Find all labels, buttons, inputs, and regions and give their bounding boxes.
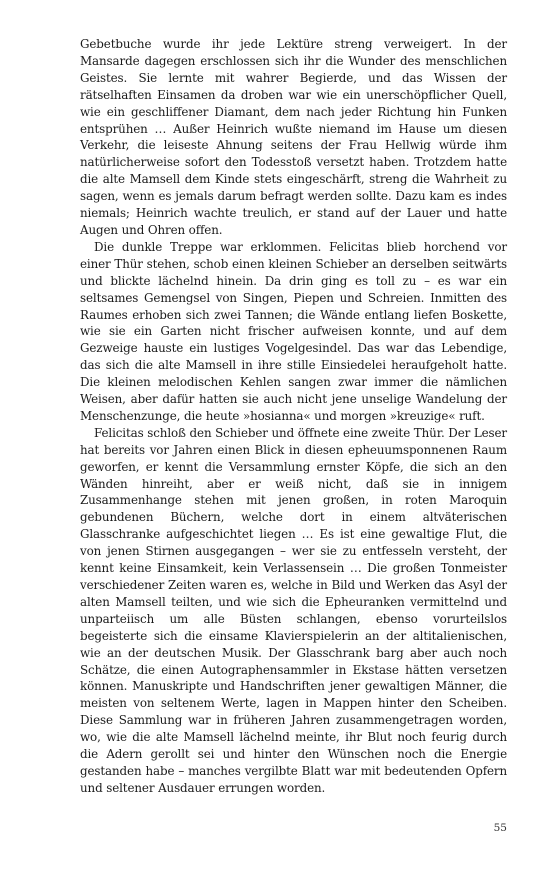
page-number: 55 xyxy=(493,822,507,834)
paragraph-3: Felicitas schloß den Schieber und öffnete eine zweite Thür. Der Leser hat bereits vor Jahren einen Blick in diesen epheuumsponnenen Raum geworfen, er kennt die Versammlung ernster Köpfe, die sich an den Wänden hinreiht, aber er weiß nicht, daß sie in innigem Zusammenhange stehen mit jenen großen, in roten Maroquin gebundenen Büchern, welche dort in einem altväterischen Glasschranke aufgeschichtet liegen … Es ist eine gewaltige Flut, die von jenen Stirnen ausgegangen – wer sie zu entfesseln versteht, der kennt keine Einsamkeit, kein Verlassensein … Die großen Tonmeister verschiedener Zeiten waren es, welche in Bild und Werken das Asyl der alten Mamsell teilten, und wie sich die Epheuranken vermittelnd und unparteiisch um alle Büsten schlangen, ebenso vorurteilslos begeisterte sich die einsame Klavierspielerin an der altitalienischen, wie an der deutschen Musik. Der Glasschrank barg aber auch noch Schätze, die einen Autographensammler in Ekstase hätten versetzen können. Manuskripte und Handschriften jener gewaltigen Männer, die meisten von seltenem Werte, lagen in Mappen hinter den Scheiben. Diese Sammlung war in früheren Jahren zusammengetragen worden, wo, wie die alte Mamsell lächelnd meinte, ihr Blut noch feurig durch die Adern gerollt sei und hinter den Wünschen noch die Energie gestanden habe – manches vergilbte Blatt war mit bedeutenden Opfern und seltener Ausdauer errungen worden. xyxy=(80,425,507,795)
paragraph-2: Die dunkle Treppe war erklommen. Felicitas blieb horchend vor einer Thür stehen, schob einen kleinen Schieber an derselben seitwärts und blickte lächelnd hinein. Da drin ging es toll zu – es war ein seltsames Gemengsel von Singen, Piepen und Schreien. Inmitten des Raumes erhoben sich zwei Tannen; die Wände entlang liefen Boskette, wie sie ein Garten nicht frischer aufweisen konnte, und auf dem Gezweige hauste ein lustiges Vogelgesindel. Das war das Lebendige, das sich die alte Mamsell in ihre stille Einsiedelei heraufgeholt hatte. Die kleinen melodischen Kehlen sangen zwar immer die nämlichen Weisen, aber dafür hatten sie auch nicht jene unselige Wandelung der Menschenzunge, die heute »hosianna« und morgen »kreuzige« ruft. xyxy=(80,239,507,423)
paragraph-1: Gebetbuche wurde ihr jede Lektüre streng verweigert. In der Mansarde dagegen erschlossen sich ihr die Wunder des menschlichen Geistes. Sie lernte mit wahrer Begierde, und das Wissen der rätselhaften Einsamen da droben war wie ein unerschöpflicher Quell, wie ein geschliffener Diamant, dem nach jeder Richtung hin Funken entsprühen … Außer Heinrich wußte niemand im Hause um diesen Verkehr, die leiseste Ahnung seitens der Frau Hellwig würde ihm natürlicherweise sofort den Todesstoß versetzt haben. Trotzdem hatte die alte Mamsell dem Kinde stets eingeschärft, streng die Wahrheit zu sagen, wenn es jemals darum befragt werden sollte. Dazu kam es indes niemals; Heinrich wachte treulich, er stand auf der Lauer und hatte Augen und Ohren offen. xyxy=(80,37,507,237)
page-body xyxy=(80,36,507,797)
